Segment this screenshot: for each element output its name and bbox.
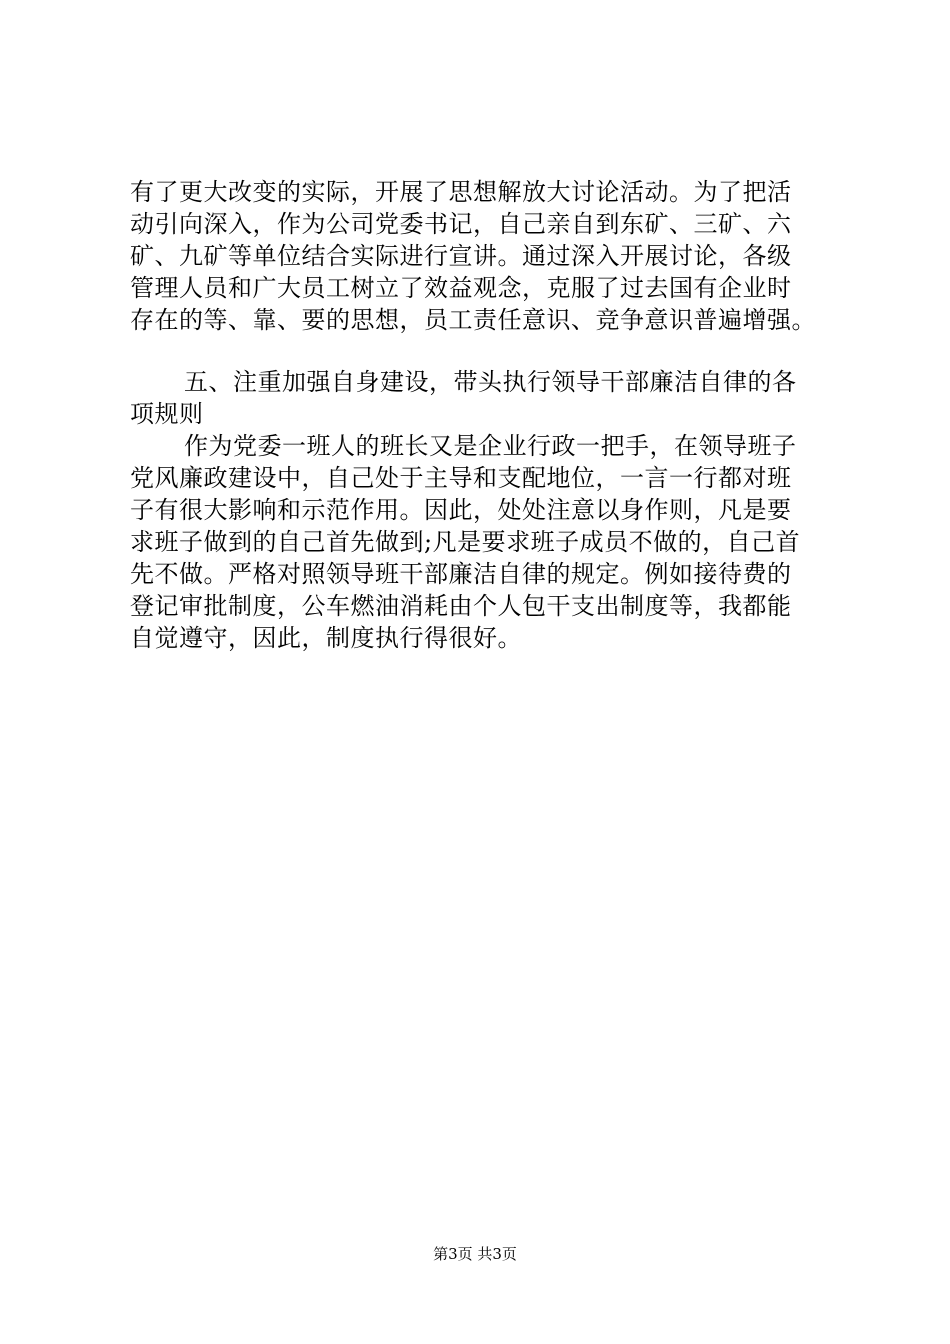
paragraph-2 <box>130 430 830 654</box>
page-footer <box>0 1244 950 1264</box>
document-body <box>130 176 830 654</box>
text-line: 求班子做到的自己首先做到;凡是要求班子成员不做的，自己首 <box>130 528 801 556</box>
heading-line: 项规则 <box>130 400 204 428</box>
paragraph-1 <box>130 176 830 336</box>
text-line: 存在的等、靠、要的思想，员工责任意识、竞争意识普遍增强。 <box>130 306 816 334</box>
text-line: 动引向深入，作为公司党委书记，自己亲自到东矿、三矿、六 <box>130 210 792 238</box>
text-line: 作为党委一班人的班长又是企业行政一把手，在领导班子 <box>184 432 797 460</box>
text-line: 先不做。严格对照领导班干部廉洁自律的规定。例如接待费的 <box>130 560 792 588</box>
heading-line: 五、注重加强自身建设，带头执行领导干部廉洁自律的各 <box>184 368 797 396</box>
text-line: 有了更大改变的实际，开展了思想解放大讨论活动。为了把活 <box>130 178 792 206</box>
text-line: 矿、九矿等单位结合实际进行宣讲。通过深入开展讨论，各级 <box>130 242 792 270</box>
text-line: 登记审批制度，公车燃油消耗由个人包干支出制度等，我都能 <box>130 592 792 620</box>
text-line: 子有很大影响和示范作用。因此，处处注意以身作则，凡是要 <box>130 496 792 524</box>
text-line: 自觉遵守，因此，制度执行得很好。 <box>130 624 522 652</box>
text-line: 党风廉政建设中，自己处于主导和支配地位，一言一行都对班 <box>130 464 792 492</box>
section-heading <box>130 366 830 430</box>
page-number: 第3页 共3页 <box>433 1245 517 1263</box>
text-line: 管理人员和广大员工树立了效益观念，克服了过去国有企业时 <box>130 274 792 302</box>
paragraph-spacer <box>130 336 830 366</box>
